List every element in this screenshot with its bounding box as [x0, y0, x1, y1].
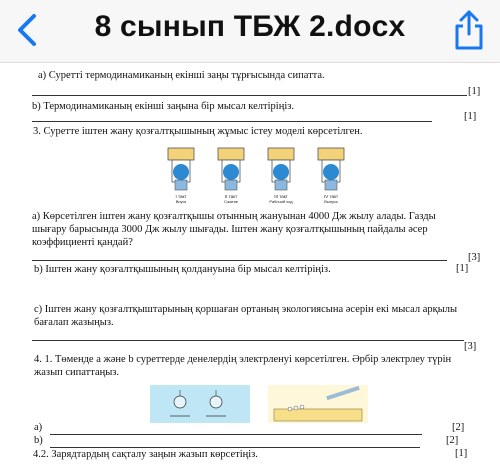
question-3b: b) Іштен жану қозғалтқышының қолдануына бір мысал келтіріңіз. — [34, 264, 331, 275]
engine-label-1: I такт — [175, 194, 187, 199]
engine-sub-2: Сжатие — [223, 199, 239, 204]
engine-stroke-3 — [268, 148, 294, 204]
engine-stroke-2 — [218, 148, 244, 204]
electrification-image-b — [268, 385, 368, 423]
answer-line — [50, 434, 422, 435]
engine-sub-3: Рабочий ход — [269, 199, 293, 204]
document-title: 8 сынып ТБЖ 2.docx — [94, 10, 406, 43]
share-icon[interactable] — [452, 10, 486, 50]
engine-sub-4: Выпуск — [324, 199, 338, 204]
answer-4b-label: b) — [34, 435, 43, 446]
engine-label-4: IV такт — [323, 194, 339, 199]
answer-line — [32, 121, 432, 122]
question-3a: a) Көрсетілген іштен жану қозғалтқышы отынның жануынан 4000 Дж жылу алады. Газды шығару барысында 3000 Дж жылу шығады. Іштен жану қозғалтқышының пайдалы әсер коэффициенті қандай? — [32, 211, 436, 248]
engine-sub-1: Впуск — [175, 199, 187, 204]
question-4-2: 4.2. Зарядтардың сақталу заңын жазып көрсетіңіз. — [33, 449, 258, 460]
electrification-image-a — [150, 385, 250, 423]
mark-4-2: [1] — [455, 448, 468, 459]
answer-line — [32, 260, 447, 261]
question-3: 3. Суретте іштен жану қозғалтқышының жұмыс істеу моделі көрсетілген. — [33, 126, 363, 137]
mark-3a: [3] — [468, 252, 481, 263]
engine-stroke-4 — [318, 148, 344, 204]
document-page[interactable] — [0, 63, 500, 470]
engine-cycle-diagram — [150, 140, 350, 204]
question-2a: a) Суретті термодинамиканың екінші заңы тұрғысында сипатта. — [38, 70, 325, 81]
engine-label-2: II такт — [224, 194, 238, 199]
engine-stroke-1 — [168, 148, 194, 204]
mark-4a: [2] — [452, 422, 465, 433]
app-toolbar — [0, 0, 500, 63]
mark-3b: [1] — [456, 263, 469, 274]
question-2b: b) Термодинамиканың екінші заңына бір мысал келтіріңіз. — [32, 101, 295, 112]
engine-label-3: III такт — [274, 194, 288, 199]
question-4: 4. 1. Төменде a және b суреттерде денелердің электрленуі көрсетілген. Әрбір электрлеу түрін жазып сипаттаңыз. — [34, 354, 452, 378]
question-3c: c) Іштен жану қозғалтқыштарының қоршаған ортаның экологиясына әсерін екі мысал арқылы бағалап жазыңыз. — [34, 304, 458, 328]
mark-3c: [3] — [464, 341, 477, 352]
answer-4a-label: a) — [34, 422, 43, 433]
mark-2b: [1] — [464, 111, 477, 122]
mark-4b: [2] — [446, 435, 459, 446]
mark-2a: [1] — [468, 86, 481, 97]
answer-line — [32, 95, 467, 96]
answer-line — [32, 340, 464, 341]
